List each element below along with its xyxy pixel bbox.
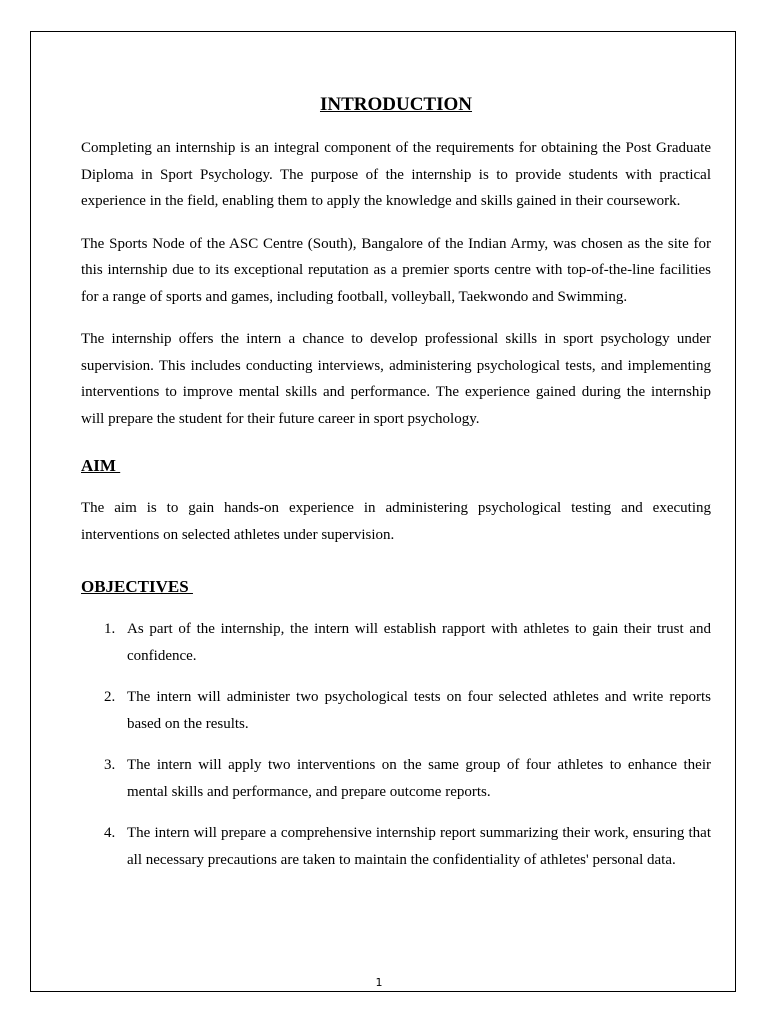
objectives-list [81, 616, 711, 874]
objective-item-1 [81, 616, 711, 670]
page-title: INTRODUCTION [319, 94, 473, 115]
objective-text: The intern will apply two interventions on the same group of four athletes to enhance their mental skills and performance, and prepare outcome reports. [127, 757, 711, 800]
document-body [81, 92, 711, 888]
objective-number: 2. [104, 689, 116, 705]
objective-number: 1. [104, 621, 116, 637]
intro-paragraph-2: The Sports Node of the ASC Centre (South), Bangalore of the Indian Army, was chosen as the site for this internship due to its exceptional reputation as a premier sports centre with top-of-the-line facilities for a range of sports and games, including football, volleyball, Taekwondo and Swimming. [81, 235, 711, 305]
intro-paragraph-1: Completing an internship is an integral component of the requirements for obtaining the Post Graduate Diploma in Sport Psychology. The purpose of the internship is to provide students with practical experience in the field, enabling them to apply the knowledge and skills gained in their coursework. [81, 140, 711, 209]
objective-item-2 [81, 684, 711, 738]
aim-paragraph: The aim is to gain hands-on experience in administering psychological testing and executing interventions on selected athletes under supervision. [81, 500, 711, 543]
objectives-heading: OBJECTIVES [81, 577, 193, 596]
objective-item-3 [81, 752, 711, 806]
page-number: 1 [375, 976, 383, 989]
objective-item-4 [81, 820, 711, 874]
intro-paragraph-3: The internship offers the intern a chance to develop professional skills in sport psychology under supervision. This includes conducting interviews, administering psychological tests, and implementing interventions to improve mental skills and performance. The experience gained during the internship will prepare the student for their future career in sport psychology. [81, 331, 711, 427]
objective-number: 4. [104, 825, 116, 841]
objective-text: As part of the internship, the intern will establish rapport with athletes to gain their trust and confidence. [127, 621, 711, 664]
objective-text: The intern will prepare a comprehensive internship report summarizing their work, ensuring that all necessary precautions are taken to maintain the confidentiality of athletes' personal data. [127, 825, 711, 868]
objective-number: 3. [104, 757, 116, 773]
objective-text: The intern will administer two psychological tests on four selected athletes and write reports based on the results. [127, 689, 711, 732]
aim-heading: AIM [81, 456, 121, 475]
